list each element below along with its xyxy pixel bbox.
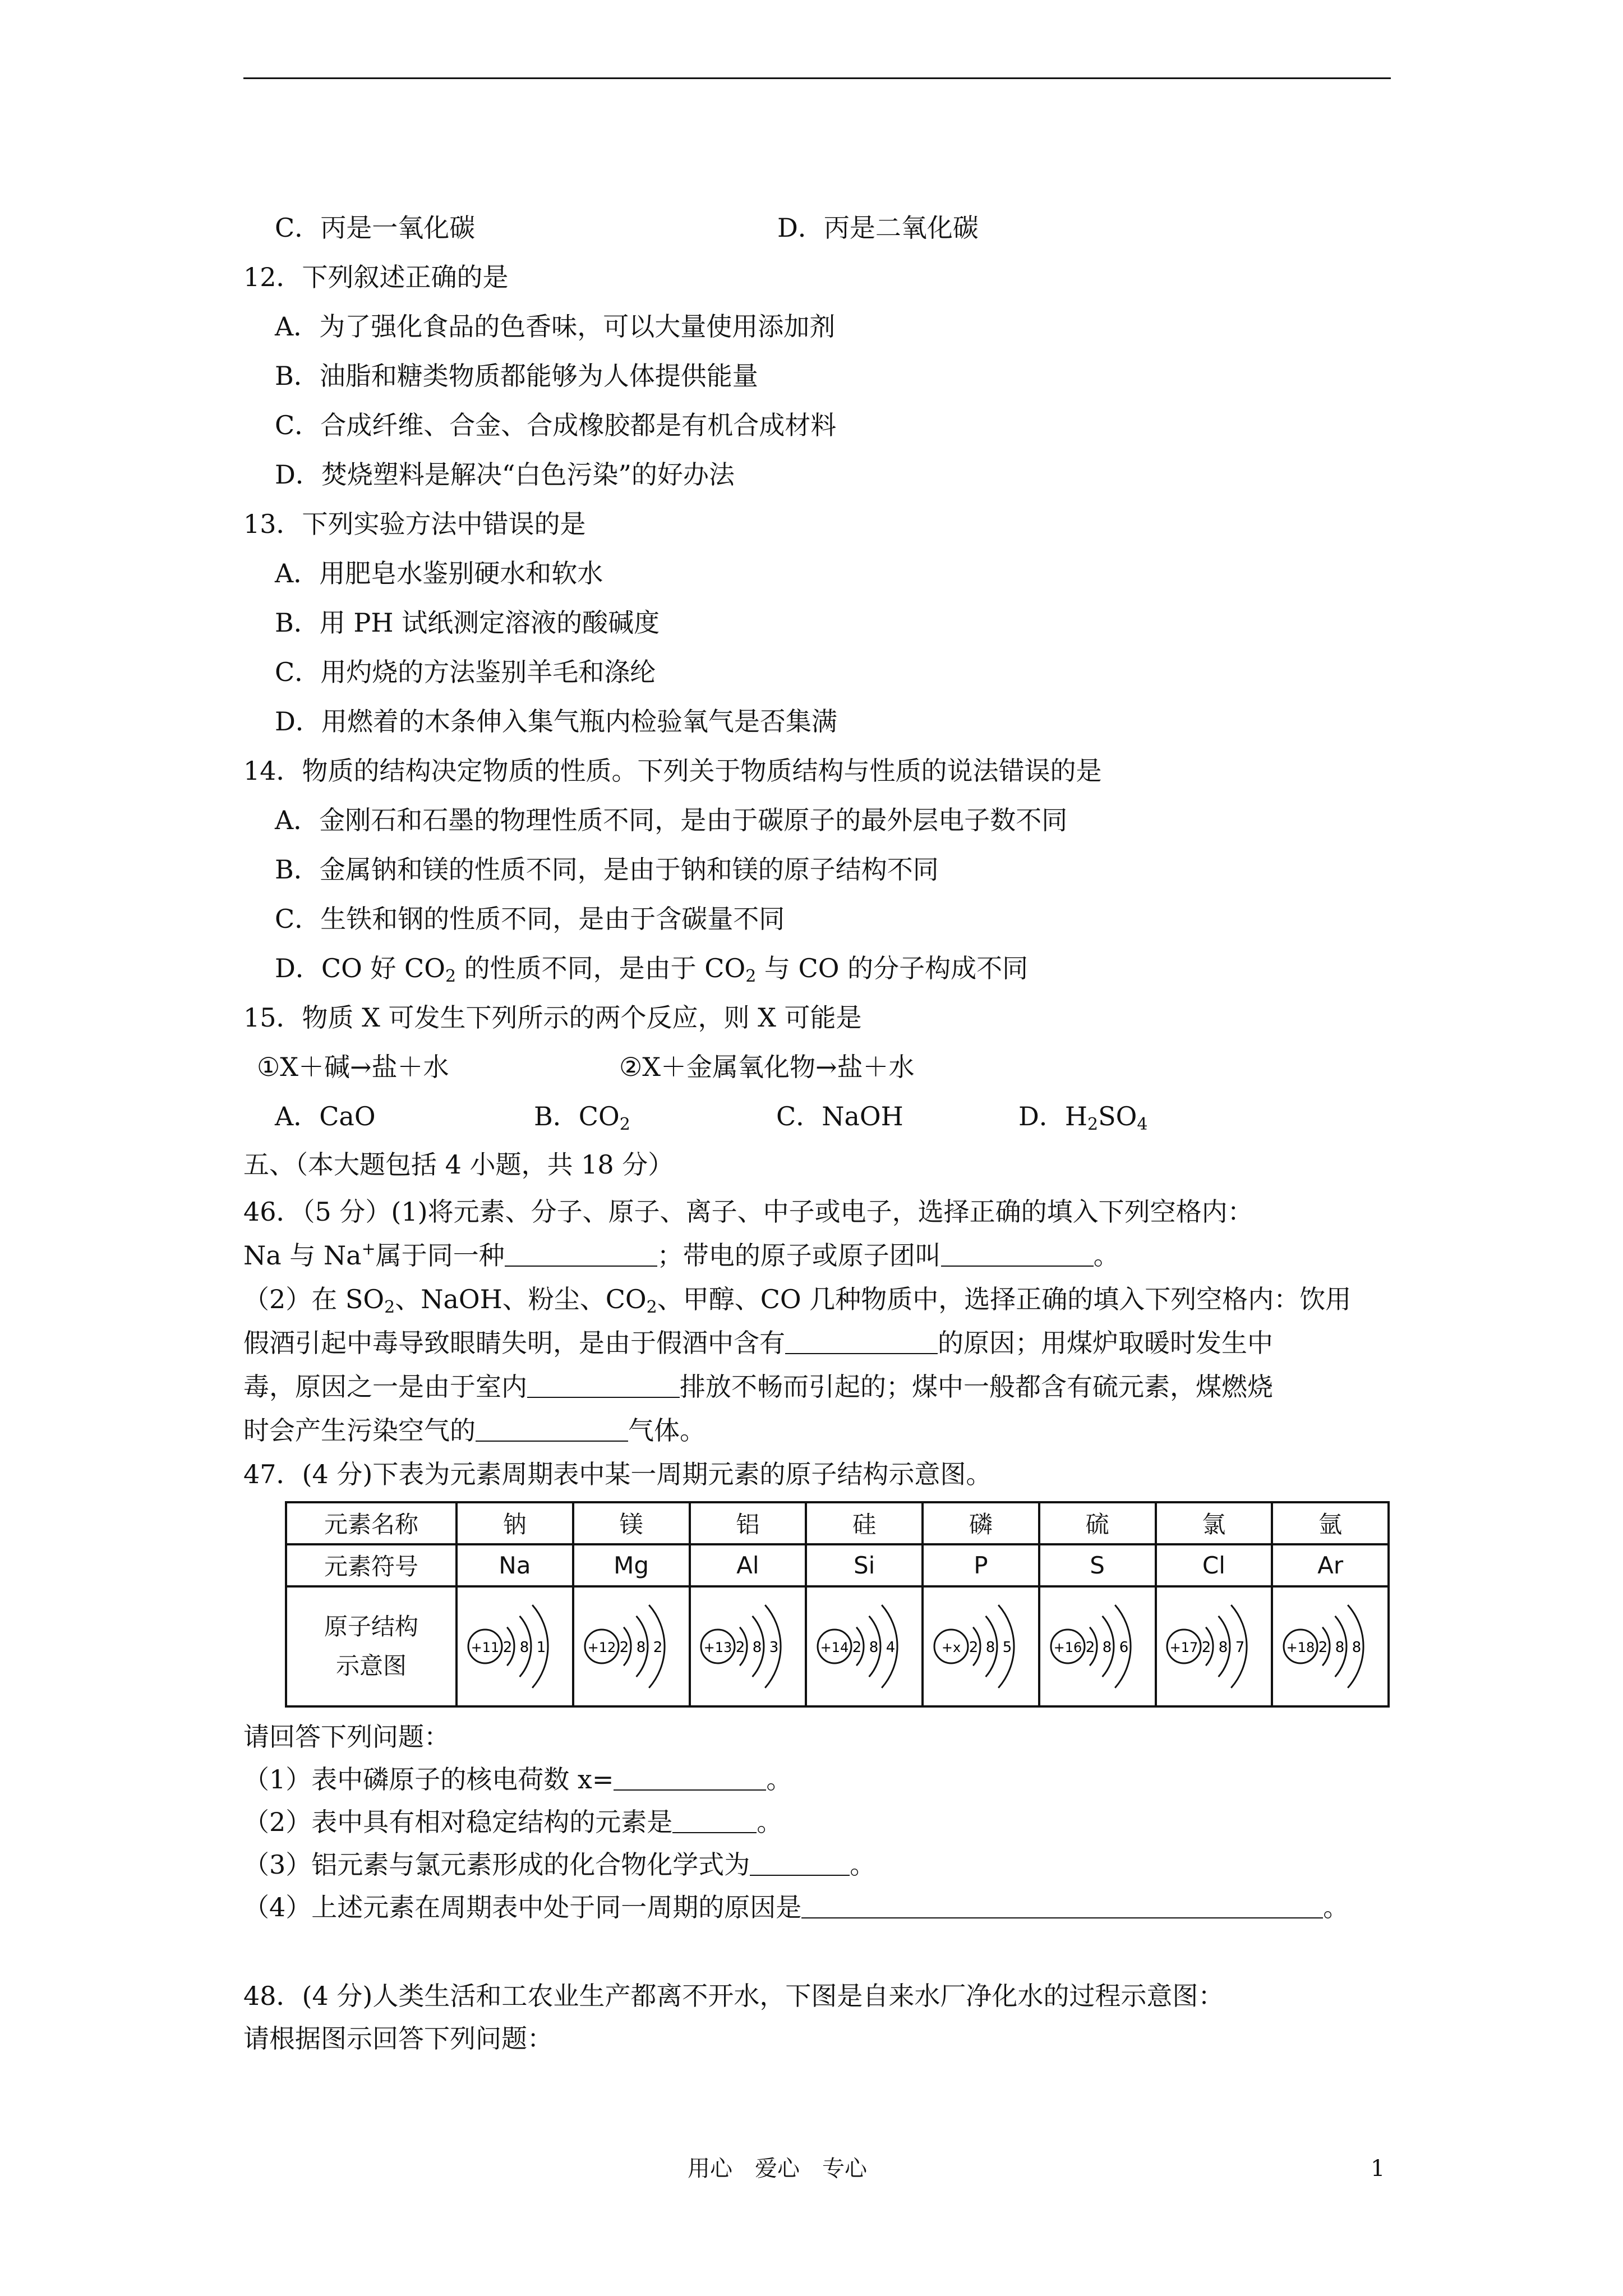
- atom-diagram: [573, 1586, 690, 1706]
- answer-blank: [614, 1765, 766, 1791]
- electron-count: 8: [1352, 1639, 1362, 1656]
- electron-count: 1: [536, 1639, 546, 1656]
- q48-line-1: 48．(4 分)人类生活和工农业生产都离不开水，下图是自来水厂净化水的过程示意图：: [243, 1981, 1224, 2011]
- nucleus-charge: +18: [1286, 1639, 1315, 1655]
- atom-structure-icon: [694, 1604, 801, 1688]
- atom-structure-icon: [928, 1604, 1034, 1688]
- element-name: 氯: [1156, 1502, 1272, 1544]
- element-name: 磷: [923, 1502, 1039, 1544]
- q15-reaction-2: ②X＋金属氧化物→盐＋水: [619, 1052, 915, 1082]
- q12-option-d: D．焚烧塑料是解决“白色污染”的好办法: [275, 459, 735, 490]
- electron-count: 2: [619, 1639, 629, 1656]
- q47-sub-1: （1）表中磷原子的核电荷数 x= 。: [243, 1764, 792, 1795]
- element-symbol: Si: [806, 1544, 923, 1586]
- element-name: 硫: [1039, 1502, 1156, 1544]
- atom-diagram: [690, 1586, 806, 1706]
- q46-line-2: Na 与 Na+属于同一种 ；带电的原子或原子团叫 。: [243, 1239, 1119, 1271]
- row-label-symbol: 元素符号: [286, 1544, 457, 1586]
- element-symbol: Cl: [1156, 1544, 1272, 1586]
- nucleus-charge: +x: [941, 1639, 961, 1655]
- row-label-structure: [286, 1586, 457, 1706]
- row-label-structure-2: 示意图: [335, 1651, 407, 1680]
- atom-diagram: [457, 1586, 573, 1706]
- q47-sub-2: （2）表中具有相对稳定结构的元素是 。: [243, 1807, 783, 1837]
- element-symbol: Mg: [573, 1544, 690, 1586]
- q15-option-a: A．CaO: [275, 1101, 376, 1131]
- answer-blank: [750, 1850, 850, 1876]
- q15-reaction-1: ①X＋碱→盐＋水: [257, 1052, 449, 1082]
- electron-count: 2: [736, 1639, 745, 1656]
- answer-blank: [672, 1807, 757, 1833]
- nucleus-charge: +16: [1053, 1639, 1082, 1655]
- electron-count: 8: [985, 1639, 995, 1656]
- q15-stem: 15．物质 X 可发生下列所示的两个反应，则 X 可能是: [243, 1002, 862, 1033]
- answer-blank: [941, 1241, 1094, 1267]
- atom-diagram: [1156, 1586, 1272, 1706]
- electron-count: 8: [753, 1639, 762, 1656]
- atom-structure-icon: [1160, 1604, 1267, 1688]
- q46-line-3: （2）在 $SO_2$、NaOH、粉尘、$CO_2$、甲醇、CO 几种物质中，选择正确的填入下列空格内：饮用: [243, 1284, 1352, 1317]
- q46-line-1: 46．（5 分）(1)将元素、分子、原子、离子、中子或电子，选择正确的填入下列空格内：: [243, 1197, 1253, 1227]
- header-rule: [243, 77, 1391, 79]
- q47-sub-3: （3）铝元素与氯元素形成的化合物化学式为 。: [243, 1849, 876, 1880]
- q13-option-a: A．用肥皂水鉴别硬水和软水: [275, 558, 603, 588]
- atom-structure-icon: [1044, 1604, 1151, 1688]
- q12-option-a: A．为了强化食品的色香味，可以大量使用添加剂: [275, 311, 836, 342]
- section-heading: 五、（本大题包括 4 小题，共 18 分）: [243, 1149, 674, 1180]
- q14-option-b: B．金属钠和镁的性质不同，是由于钠和镁的原子结构不同: [275, 854, 939, 885]
- atom-structure-icon: [811, 1604, 917, 1688]
- electron-count: 7: [1235, 1639, 1245, 1656]
- q15-option-b: B．$CO_2$: [534, 1101, 630, 1134]
- q12-option-c: C．合成纤维、合金、合成橡胶都是有机合成材料: [275, 410, 837, 440]
- atom-diagram: [1272, 1586, 1389, 1706]
- nucleus-charge: +11: [471, 1639, 500, 1655]
- electron-count: 8: [1102, 1639, 1112, 1656]
- electron-count: 5: [1002, 1639, 1012, 1656]
- electron-count: 8: [1219, 1639, 1228, 1656]
- electron-count: 2: [852, 1639, 862, 1656]
- footer-motto: 用心 爱心 专心: [688, 2156, 867, 2182]
- atom-diagram: [923, 1586, 1039, 1706]
- q47-prompt: 请回答下列问题：: [243, 1722, 450, 1752]
- q11-option-d: D．丙是二氧化碳: [777, 213, 979, 243]
- electron-count: 2: [1202, 1639, 1211, 1656]
- q47-stem: 47．(4 分)下表为元素周期表中某一周期元素的原子结构示意图。: [243, 1459, 992, 1489]
- element-name: 铝: [690, 1502, 806, 1544]
- q14-option-a: A．金刚石和石墨的物理性质不同，是由于碳原子的最外层电子数不同: [275, 805, 1068, 835]
- element-symbol: Ar: [1272, 1544, 1389, 1586]
- q14-option-c: C．生铁和钢的性质不同，是由于含碳量不同: [275, 904, 785, 934]
- element-name: 氩: [1272, 1502, 1389, 1544]
- electron-count: 2: [653, 1639, 662, 1656]
- electron-count: 8: [869, 1639, 879, 1656]
- q46-line-4: 假酒引起中毒导致眼睛失明，是由于假酒中含有 的原因；用煤炉取暖时发生中: [243, 1328, 1273, 1358]
- q46-line-5: 毒，原因之一是由于室内 排放不畅而引起的；煤中一般都含有硫元素，煤燃烧: [243, 1372, 1273, 1402]
- element-name: 硅: [806, 1502, 923, 1544]
- element-symbol: Na: [457, 1544, 573, 1586]
- nucleus-charge: +17: [1170, 1639, 1198, 1655]
- q15-option-d: D．$H_2SO_4$: [1018, 1101, 1148, 1134]
- atom-structure-icon: [578, 1604, 685, 1688]
- q15-option-c: C．NaOH: [776, 1101, 903, 1131]
- q46-line-6: 时会产生污染空气的 气体。: [243, 1415, 706, 1446]
- answer-blank: [785, 1328, 938, 1354]
- nucleus-charge: +13: [704, 1639, 732, 1655]
- electron-count: 8: [519, 1639, 529, 1656]
- electron-count: 3: [769, 1639, 779, 1656]
- element-symbol: Al: [690, 1544, 806, 1586]
- electron-count: 2: [1085, 1639, 1095, 1656]
- q12-stem: 12．下列叙述正确的是: [243, 262, 509, 292]
- q47-sub-4: （4）上述元素在周期表中处于同一周期的原因是 。: [243, 1892, 1349, 1922]
- answer-blank: [476, 1416, 628, 1442]
- electron-count: 8: [636, 1639, 645, 1656]
- nucleus-charge: +14: [820, 1639, 849, 1655]
- element-name: 镁: [573, 1502, 690, 1544]
- q13-stem: 13．下列实验方法中错误的是: [243, 509, 586, 539]
- q14-stem: 14．物质的结构决定物质的性质。下列关于物质结构与性质的说法错误的是: [243, 756, 1102, 786]
- row-label-structure-1: 原子结构: [324, 1612, 418, 1640]
- q13-option-c: C．用灼烧的方法鉴别羊毛和涤纶: [275, 657, 656, 687]
- atom-structure-icon: [1277, 1604, 1384, 1688]
- answer-blank: [505, 1241, 657, 1267]
- page-number: 1: [1371, 2156, 1385, 2182]
- q11-option-c: C．丙是一氧化碳: [275, 213, 476, 243]
- electron-count: 2: [1318, 1639, 1328, 1656]
- answer-blank: [527, 1372, 680, 1398]
- electron-count: 2: [502, 1639, 513, 1656]
- q13-option-d: D．用燃着的木条伸入集气瓶内检验氧气是否集满: [275, 706, 837, 737]
- element-name: 钠: [457, 1502, 573, 1544]
- element-symbol: S: [1039, 1544, 1156, 1586]
- q13-option-b: B．用 PH 试纸测定溶液的酸碱度: [275, 608, 660, 638]
- element-symbol: P: [923, 1544, 1039, 1586]
- answer-blank: [801, 1893, 1323, 1918]
- q12-option-b: B．油脂和糖类物质都能够为人体提供能量: [275, 361, 758, 391]
- electron-count: 4: [886, 1639, 896, 1656]
- atom-structure-icon: [462, 1604, 568, 1688]
- nucleus-charge: +12: [587, 1639, 616, 1655]
- q48-line-2: 请根据图示回答下列问题：: [243, 2023, 553, 2054]
- atom-diagram: [806, 1586, 923, 1706]
- electron-count: 8: [1335, 1639, 1345, 1656]
- atom-diagram: [1039, 1586, 1156, 1706]
- row-label-name: 元素名称: [286, 1502, 457, 1544]
- element-table: [285, 1501, 1390, 1708]
- electron-count: 2: [969, 1639, 979, 1656]
- electron-count: 6: [1119, 1639, 1128, 1656]
- q14-option-d: D．CO 好 $CO_2$ 的性质不同，是由于 $CO_2$ 与 CO 的分子构成不同: [275, 953, 1029, 986]
